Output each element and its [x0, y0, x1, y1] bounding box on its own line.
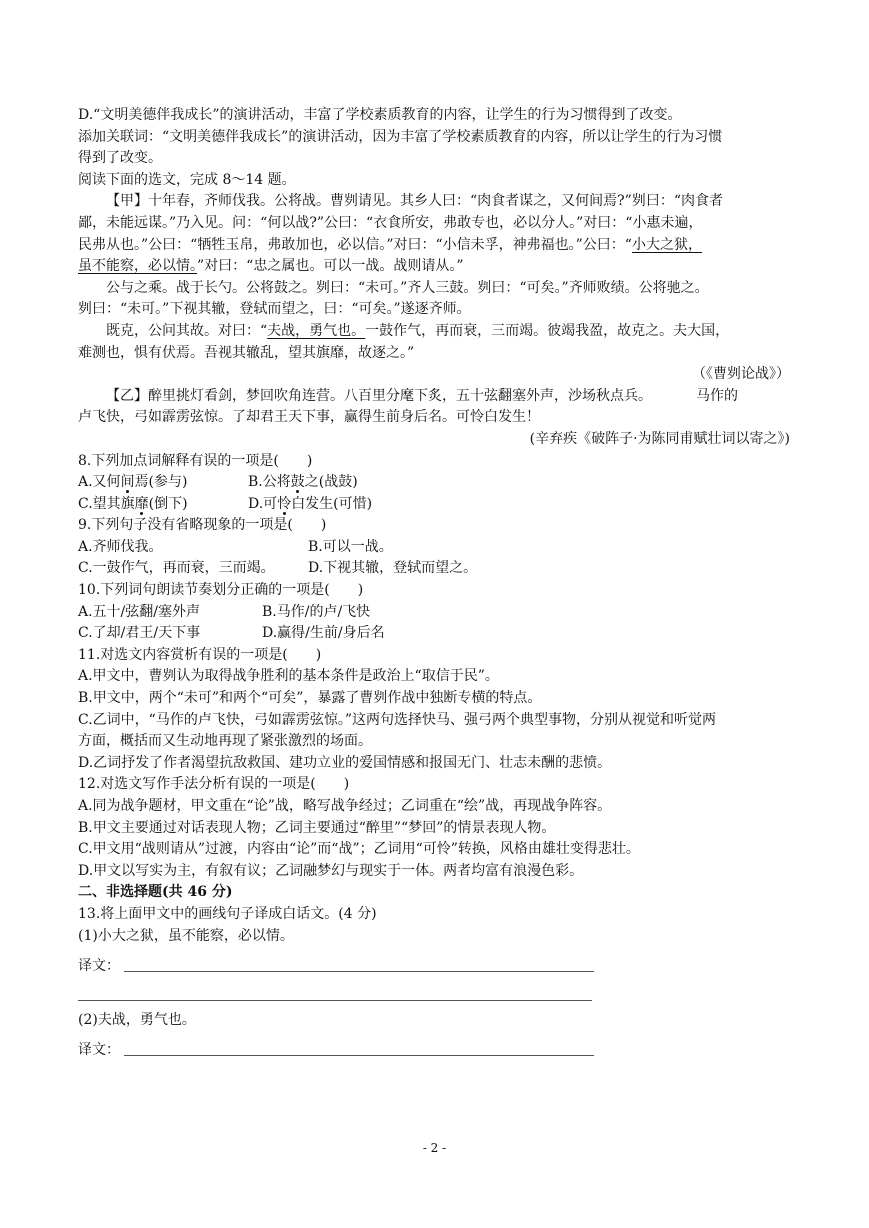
- dotted-word: 间: [120, 474, 135, 491]
- passage-text: 既克，公问其故。对曰：“: [106, 322, 268, 339]
- question-stem: 11.对选文内容赏析有误的一项是( ): [78, 646, 322, 663]
- passage-a-line: [78, 321, 790, 343]
- passage-a-line: 难测也，惧有伏焉。吾视其辙乱，望其旗靡，故逐之。”: [78, 344, 415, 361]
- option-text: D.可: [248, 495, 278, 512]
- option-a: A.甲文中，曹刿认为取得战争胜利的基本条件是政治上“取信于民”。: [78, 668, 499, 685]
- option-c: C.一鼓作气，再而衰，三而竭。: [78, 560, 275, 577]
- option-text: 焉(参与): [134, 474, 188, 491]
- question-12: [78, 774, 790, 882]
- answer-blank[interactable]: [124, 1041, 594, 1056]
- dotted-word: 怜: [277, 495, 292, 512]
- add-connective-line-1: 添加关联词：“文明美德伴我成长”的演讲活动，因为丰富了学校素质教育的内容，所以让学生的行为习惯: [78, 128, 723, 145]
- option-c: [78, 494, 248, 516]
- option-a: A.五十/弦翻/塞外声: [78, 603, 200, 620]
- translation-label: 译文：: [78, 1042, 120, 1059]
- passage-a-line: 公与之乘。战于长勺。公将鼓之。刿曰：“未可。”齐人三鼓。刿曰：“可矣。”齐师败绩。公将驰之。: [106, 279, 709, 296]
- passage-a-line: 鄙，未能远谋。”乃入见。问：“何以战?”公曰：“衣食所安，弗敢专也，必以分人。”对曰：“小惠未遍，: [78, 214, 703, 231]
- passage-b-line: [78, 386, 790, 408]
- question-9: [78, 515, 790, 580]
- passage-text: 一鼓作气，再而衰，三而竭。彼竭我盈，故克之。夫大国，: [365, 322, 730, 339]
- option-b: B.马作/的卢/飞快: [262, 603, 371, 620]
- section-non-choice: [78, 882, 790, 1062]
- question-stem: 9.下列句子没有省略现象的一项是( ): [78, 517, 327, 534]
- option-b: [248, 474, 358, 490]
- dotted-word: 靡: [134, 495, 149, 512]
- passage-a-line: 【甲】十年春，齐师伐我。公将战。曹刿请见。其乡人曰：“肉食者谋之，又何间焉?”刿曰：“肉食者: [106, 193, 723, 210]
- question-13-part-2: (2)夫战，勇气也。: [78, 1011, 196, 1028]
- options-row: [78, 558, 790, 580]
- passage-text: 马作的: [696, 387, 738, 404]
- passage-b-source: (辛弃疾《破阵子·为陈同甫赋壮词以寄之》): [529, 430, 790, 447]
- question-13-part-1: (1)小大之狱，虽不能察，必以情。: [78, 927, 294, 944]
- translation-row: [78, 1040, 790, 1062]
- option-a: [78, 472, 248, 494]
- passage-b-line: 卢飞快，弓如霹雳弦惊。了却君王天下事，赢得生前身后名。可怜白发生！: [78, 409, 540, 426]
- underlined-sentence-1b: 虽不能察，必以情。: [78, 258, 197, 275]
- reading-intro: 阅读下面的选文，完成 8～14 题。: [78, 171, 296, 188]
- passage-text: 【乙】醉里挑灯看剑，梦回吹角连营。八百里分麾下炙，五十弦翻塞外声，沙场秋点兵。: [106, 387, 652, 404]
- underlined-sentence-2: 夫战，勇气也。: [267, 322, 366, 339]
- option-d: D.乙词抒发了作者渴望抗敌救国、建功立业的爱国情感和报国无门、壮志未酬的悲愤。: [78, 754, 612, 771]
- options-row: [78, 494, 790, 516]
- question-10: [78, 580, 790, 645]
- question-8: [78, 451, 790, 516]
- question-11: [78, 645, 790, 775]
- option-d: D.甲文以写实为主，有叙有议；乙词融梦幻与现实于一体。两者均富有浪漫色彩。: [78, 862, 584, 879]
- passage-a-source: （《曹刿论战》）: [692, 366, 790, 383]
- passage-text: 民弗从也。”公曰：“牺牲玉帛，弗敢加也，必以信。”对曰：“小信未孚，神弗福也。”公曰：“: [78, 236, 632, 253]
- translation-row: [78, 956, 790, 978]
- question-stem: 12.对选文写作手法分析有误的一项是( ): [78, 776, 350, 793]
- option-b: B.甲文主要通过对话表现人物；乙词主要通过“醉里”“梦回”的情景表现人物。: [78, 819, 556, 836]
- options-row: [78, 602, 790, 624]
- options-row: [78, 537, 790, 559]
- option-b: B.可以一战。: [308, 538, 393, 555]
- passage-a: [78, 191, 790, 385]
- option-c: C.甲文用“战则请从”过渡，内容由“论”而“战”；乙词用“可怜”转换，风格由雄壮变得悲壮。: [78, 841, 640, 858]
- question-13-stem: 13.将上面甲文中的画线句子译成白话文。(4 分): [78, 905, 377, 922]
- section-title: 二、非选择题(共 46 分): [78, 884, 233, 901]
- option-text: A.又何: [78, 474, 121, 491]
- option-text: C.望其旗: [78, 495, 135, 512]
- option-c: C.乙词中，“马作的卢飞快，弓如霹雳弦惊。”这两句选择快马、强弓两个典型事物，分别从视觉和听觉两: [78, 711, 716, 728]
- option-a: A.同为战争题材，甲文重在“论”战，略写战争经过；乙词重在“绘”战，再现战争阵容。: [78, 798, 612, 814]
- option-text: (倒下): [148, 495, 188, 512]
- question-stem: 8.下列加点词解释有误的一项是( ): [78, 452, 313, 469]
- option-text: 之(战鼓): [304, 474, 358, 491]
- add-connective-line-2: 得到了改变。: [78, 150, 162, 167]
- option-d: D.下视其辙，登轼而望之。: [308, 560, 478, 577]
- passage-a-line: [78, 235, 790, 257]
- option-d: D.赢得/生前/身后名: [262, 625, 385, 642]
- options-row: [78, 472, 790, 494]
- option-text: B.公将: [248, 474, 291, 491]
- option-b: B.甲文中，两个“未可”和两个“可矣”，暴露了曹刿作战中独断专横的特点。: [78, 690, 542, 707]
- answer-blank[interactable]: [124, 957, 594, 972]
- option-d-line: D.“文明美德伴我成长”的演讲活动，丰富了学校素质教育的内容，让学生的行为习惯得到了改变。: [78, 107, 682, 123]
- passage-a-line: [78, 256, 790, 278]
- question-stem: 10.下列词句朗读节奏划分正确的一项是( ): [78, 582, 364, 599]
- passage-b: [78, 386, 790, 451]
- options-row: [78, 623, 790, 645]
- page-number: - 2 -: [422, 1141, 447, 1155]
- option-a: A.齐师伐我。: [78, 538, 163, 555]
- exam-page: [78, 105, 790, 1062]
- dotted-word: 鼓: [290, 474, 305, 491]
- option-c: C.了却/君王/天下事: [78, 625, 201, 642]
- translation-label: 译文：: [78, 958, 120, 975]
- option-c-continued: 方面，概括而又生动地再现了紧张激烈的场面。: [78, 733, 372, 750]
- passage-a-line: 刿曰：“未可。”下视其辙，登轼而望之，曰：“可矣。”遂逐齐师。: [78, 301, 471, 318]
- option-d: [248, 496, 372, 512]
- answer-blank-line[interactable]: [78, 984, 592, 1001]
- passage-text: ”对曰：“忠之属也。可以一战。战则请从。”: [197, 258, 464, 275]
- option-text: 白发生(可惜): [291, 495, 373, 512]
- underlined-sentence-1a: 小大之狱，: [631, 236, 702, 253]
